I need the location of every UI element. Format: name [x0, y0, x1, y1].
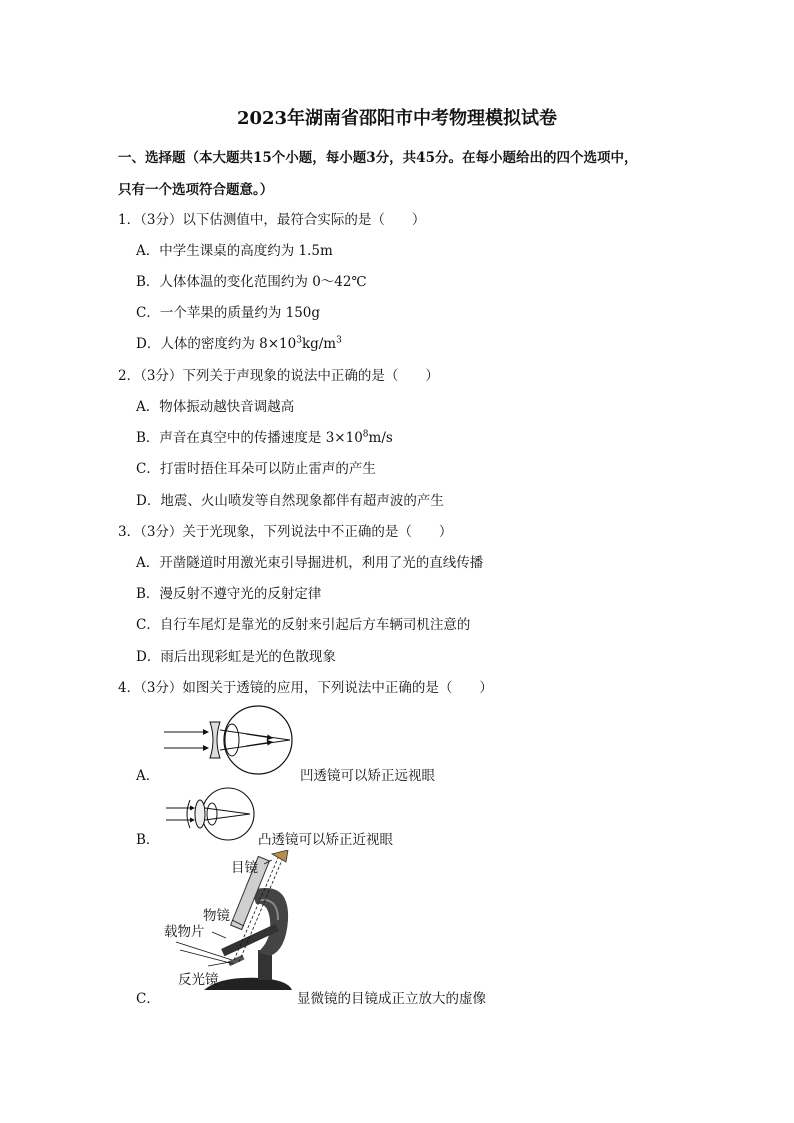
q2-option-b-exp: 8 — [362, 429, 369, 440]
question-4-stem: 4．（3分）如图关于透镜的应用，下列说法中正确的是（ ） — [118, 680, 493, 696]
q1-option-d-text: D．人体的密度约为 8×10 — [136, 336, 297, 352]
q1-option-b: B．人体体温的变化范围约为 0～42℃ — [136, 274, 367, 290]
q4-option-b-letter: B． — [136, 832, 160, 848]
q1-option-a: A．中学生课桌的高度约为 1.5m — [136, 243, 333, 259]
q1-option-d-exp2: 3 — [336, 335, 342, 346]
q1-option-d-unit: kg/m — [301, 336, 337, 352]
q2-option-b-unit: m/s — [368, 430, 393, 446]
question-3-stem: 3．（3分）关于光现象，下列说法中不正确的是（ ） — [118, 524, 453, 540]
q1-option-d-exp1: 3 — [296, 335, 302, 346]
microscope-label-objective: 物镜 — [203, 908, 230, 924]
q3-option-c: C．自行车尾灯是靠光的反射来引起后方车辆司机注意的 — [136, 617, 471, 633]
q3-option-b: B．漫反射不遵守光的反射定律 — [136, 586, 322, 602]
section-header-line2: 只有一个选项符合题意。） — [118, 182, 274, 198]
q3-option-d: D．雨后出现彩虹是光的色散现象 — [136, 649, 336, 665]
q4-option-a-letter: A． — [136, 768, 160, 784]
microscope-label-eyepiece: 目镜 — [231, 860, 258, 876]
q4-option-b-caption: 凸透镜可以矫正近视眼 — [258, 832, 393, 848]
q4-option-c-caption: 显微镜的目镜成正立放大的虚像 — [297, 991, 486, 1007]
q2-option-d: D．地震、火山喷发等自然现象都伴有超声波的产生 — [136, 493, 444, 509]
q3-option-a: A．开凿隧道时用激光束引导掘进机，利用了光的直线传播 — [136, 555, 484, 571]
q2-option-b-text: B．声音在真空中的传播速度是 3×10 — [136, 430, 363, 446]
q4-option-a-figure — [160, 700, 305, 782]
q1-option-c: C．一个苹果的质量约为 150g — [136, 305, 321, 321]
q4-option-a-caption: 凹透镜可以矫正远视眼 — [300, 768, 435, 784]
section-header-line1: 一、选择题（本大题共15个小题，每小题3分，共45分。在每小题给出的四个选项中， — [118, 150, 638, 166]
question-2-stem: 2．（3分）下列关于声现象的说法中正确的是（ ） — [118, 368, 439, 384]
q4-option-b-figure — [160, 786, 260, 842]
q2-option-a: A．物体振动越快音调越高 — [136, 399, 295, 415]
q4-option-c-letter: C． — [136, 991, 160, 1007]
paper-title: 2023年湖南省邵阳市中考物理模拟试卷 — [236, 108, 558, 129]
q2-option-c: C．打雷时捂住耳朵可以防止雷声的产生 — [136, 461, 376, 477]
q1-option-d — [136, 332, 342, 352]
microscope-label-slide: 载物片 — [164, 924, 205, 940]
question-1-stem: 1．（3分）以下估测值中，最符合实际的是（ ） — [118, 212, 426, 228]
microscope-label-mirror: 反光镜 — [178, 972, 219, 988]
q2-option-b — [136, 426, 393, 446]
